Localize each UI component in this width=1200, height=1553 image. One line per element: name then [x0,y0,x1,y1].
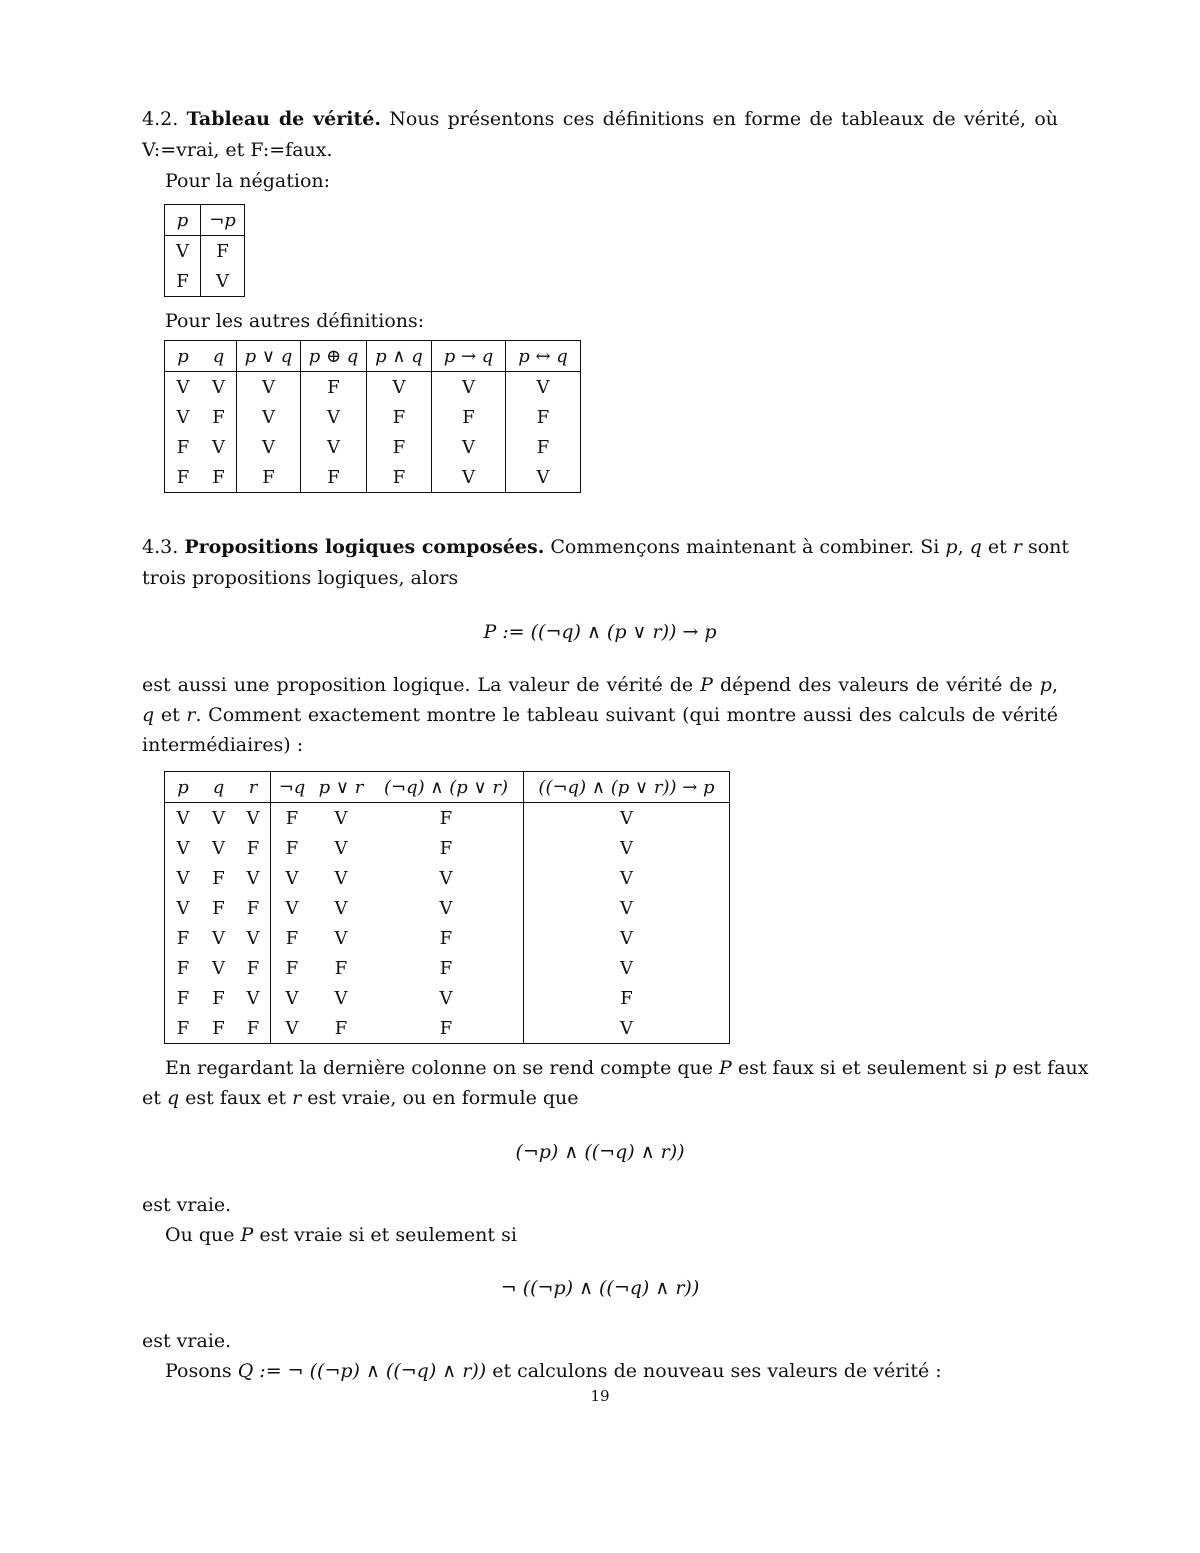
table-cell: V [236,863,271,893]
table-cell: F [432,402,506,432]
table-cell: F [620,987,633,1009]
table-cell: V [237,372,301,403]
other-defs-label [165,309,1058,333]
table-cell: V [212,927,225,949]
table-cell: F [176,927,190,949]
table-cell: V [176,837,190,859]
comp-header: ((¬q) ∧ (p ∨ r)) → p [524,772,730,803]
comp-header: r [236,772,271,803]
definitions-table [164,340,581,493]
table-cell: F [201,462,237,493]
text-span: est vraie. [142,1194,232,1216]
table-cell: F [367,462,432,493]
comp-header: (¬q) ∧ (p ∨ r) [369,772,524,803]
table-cell: F [536,436,550,458]
def-header: p → q [432,341,506,372]
table-cell: V [236,923,271,953]
def-header: p ∨ q [237,341,301,372]
text-span: est aussi une proposition logique. La valeur de vérité de [142,674,694,696]
table-cell: V [620,837,633,859]
s43-p2-line3 [142,733,1058,757]
table-cell: V [176,406,190,428]
text-span: . Comment exactement montre le tableau suivant (qui montre aussi des calculs de vérité [195,704,1058,726]
table-cell: F [165,266,201,297]
text-span: , [1051,674,1059,696]
text-span: , [957,536,964,558]
table-cell: F [334,957,348,979]
table-cell: V [620,807,633,829]
table-cell: F [236,953,271,983]
table-cell: F [369,923,524,953]
table-cell: V [301,402,367,432]
table-cell: V [176,376,190,398]
s43-line1 [142,535,1070,559]
text-span: est faux et [185,1087,287,1109]
table-cell: F [212,897,225,919]
table-cell: F [176,436,190,458]
text-span: En regardant la dernière colonne on se rend compte que [165,1057,713,1079]
table-cell: F [176,987,190,1009]
negation-label [165,169,1058,193]
text-span: intermédiaires) : [142,734,304,756]
table-row [165,432,581,462]
table-cell: F [369,953,524,983]
formula-text: Q := ¬ ((¬p) ∧ ((¬q) ∧ r)) [237,1360,487,1382]
table-row [165,863,730,893]
table-cell: V [301,432,367,462]
table-cell: V [285,867,299,889]
s43-line2 [142,566,1058,590]
table-cell: F [536,406,550,428]
table-cell: V [165,236,201,267]
table-cell: V [432,462,506,493]
def-header: p ↔ q [506,341,581,372]
s43-p2-line2 [142,703,1058,727]
comp-header: q [201,772,236,803]
table-cell: V [236,983,271,1013]
text-span: et calculons de nouveau ses valeurs de vérité : [492,1360,942,1382]
negation-label-text: Pour la négation: [165,170,331,192]
p3-line2 [142,1086,1058,1110]
neg-header: ¬p [201,205,245,236]
math-var: P [719,1057,732,1079]
text-span: dépend des valeurs de vérité de [719,674,1033,696]
table-cell: F [236,893,271,923]
table-cell: V [620,867,633,889]
table-row [165,266,245,297]
table-cell: V [334,987,348,1009]
math-var: r [186,704,196,726]
table-cell: F [236,833,271,863]
text-span: est faux [1012,1057,1089,1079]
table-cell: V [212,837,225,859]
table-row [165,236,245,267]
math-var: q [969,536,982,558]
table-cell: F [176,1017,190,1039]
table-cell: F [369,833,524,863]
table-row [165,402,581,432]
table-cell: V [176,807,190,829]
math-var: q [142,704,155,726]
table-cell: F [369,1013,524,1044]
table-cell: F [301,372,367,403]
table-cell: F [212,1017,225,1039]
text-span: est vraie si et seulement si [259,1224,517,1246]
formula-3 [142,1276,1058,1300]
neg-header: p [165,205,201,236]
formula-text: P := ((¬q) ∧ (p ∨ r)) → p [483,621,717,643]
page-number: 19 [590,1387,610,1405]
table-cell: V [620,927,633,949]
table-cell: F [285,807,299,829]
section-number: 4.3. [142,536,179,558]
table-cell: V [367,372,432,403]
comp-header: ¬q [271,772,314,803]
table-row [165,953,730,983]
math-var: p [1039,674,1052,696]
table-row [165,893,730,923]
formula-text: (¬p) ∧ ((¬q) ∧ r)) [515,1141,685,1163]
formula-2 [142,1140,1058,1164]
text-span: est vraie. [142,1330,232,1352]
table-cell: F [176,466,190,488]
table-row [165,803,730,834]
table-cell: F [285,837,299,859]
intro-text-2: V:=vrai, et F:=faux. [142,139,333,161]
math-var: p [945,536,958,558]
table-cell: F [285,927,299,949]
table-cell: V [212,807,225,829]
table-row [165,983,730,1013]
comp-header: p [165,772,202,803]
text-span: est vraie, ou en formule que [307,1087,579,1109]
table-cell: V [285,897,299,919]
table-cell: V [212,957,225,979]
comp-header: p ∨ r [313,772,369,803]
section-title: Tableau de vérité. [186,108,381,130]
table-cell: V [334,867,348,889]
math-var: p [994,1057,1007,1079]
def-header: p ∧ q [367,341,432,372]
formula-text: ¬ ((¬p) ∧ ((¬q) ∧ r)) [500,1277,700,1299]
table-cell: V [334,837,348,859]
intro-text: Nous présentons ces définitions en forme de tableaux de vérité, où [389,108,1058,130]
table-cell: F [367,432,432,462]
table-cell: V [334,897,348,919]
p5-line [165,1359,1058,1383]
section-title: Propositions logiques composées. [184,536,545,558]
table-cell: V [237,432,301,462]
table-cell: V [236,803,271,834]
negation-table [164,204,245,297]
table-cell: F [237,462,301,493]
table-row [165,372,581,403]
table-cell: V [176,867,190,889]
table-cell: F [301,462,367,493]
table-cell: V [369,983,524,1013]
table-cell: V [620,897,633,919]
text-span: est faux si et seulement si [737,1057,989,1079]
s42-intro-line1 [142,107,1058,131]
text-span: Ou que [165,1224,235,1246]
table-cell: V [176,897,190,919]
table-cell: V [432,432,506,462]
table-cell: V [620,1017,633,1039]
table-cell: V [216,270,229,292]
text-span: Commençons maintenant à combiner. Si [550,536,940,558]
table-row [165,1013,730,1044]
table-cell: F [236,1013,271,1044]
est-vraie-1 [142,1193,1058,1217]
text-span: trois propositions logiques, alors [142,567,459,589]
math-var: r [292,1087,302,1109]
table-cell: F [285,957,299,979]
formula-P [142,620,1058,644]
s43-p2-line1 [142,673,1058,697]
math-var: P [700,674,713,696]
text-span: et [160,704,180,726]
table-cell: F [367,402,432,432]
table-cell: V [369,893,524,923]
table-row [165,923,730,953]
table-cell: V [201,372,237,403]
math-var: P [240,1224,254,1246]
table-cell: F [212,987,225,1009]
def-header: q [201,341,237,372]
table-cell: V [432,372,506,403]
table-cell: V [201,432,237,462]
composite-table [164,771,730,1044]
text-span: sont [1027,536,1070,558]
table-cell: V [369,863,524,893]
table-row [165,833,730,863]
table-cell: V [285,987,299,1009]
def-header: p ⊕ q [301,341,367,372]
table-cell: V [334,927,348,949]
section-number: 4.2. [142,108,179,130]
text-span: et [987,536,1007,558]
text-span: Posons [165,1360,232,1382]
table-cell: F [201,402,237,432]
other-defs-label-text: Pour les autres définitions: [165,310,425,332]
p3-line1 [165,1056,1089,1080]
s42-intro-line2 [142,138,1058,162]
math-var: q [166,1087,180,1109]
table-cell: F [334,1017,348,1039]
table-cell: V [237,402,301,432]
table-cell: V [334,807,348,829]
p4-line [165,1223,1058,1247]
table-cell: V [285,1017,299,1039]
table-cell: V [620,957,633,979]
est-vraie-2 [142,1329,1058,1353]
table-cell: V [536,466,550,488]
def-header: p [165,341,202,372]
math-var: r [1012,536,1022,558]
table-row [165,462,581,493]
table-cell: F [176,957,190,979]
table-cell: F [216,240,229,262]
table-cell: F [369,803,524,834]
table-cell: V [536,376,550,398]
text-span: et [142,1087,161,1109]
table-cell: F [212,867,225,889]
